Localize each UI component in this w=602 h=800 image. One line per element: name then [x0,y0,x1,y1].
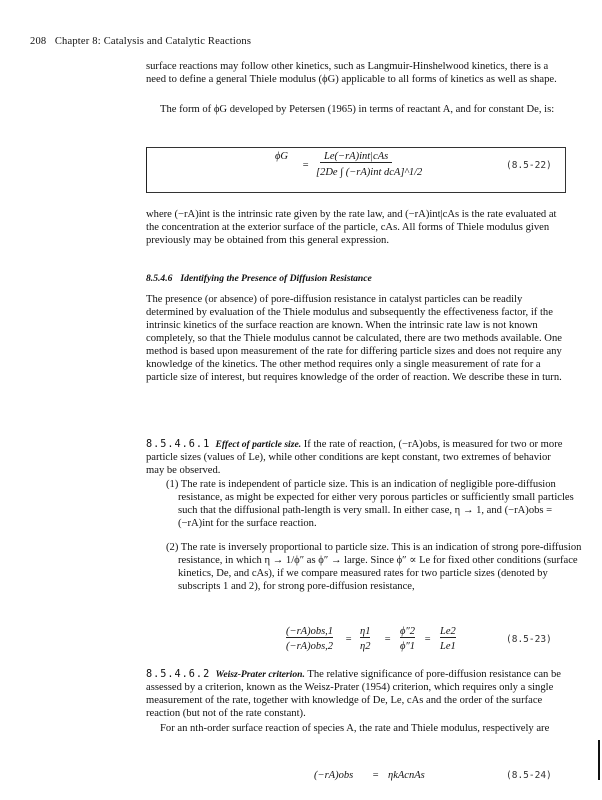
intro-paragraph-2: The form of ϕG developed by Petersen (1965) in terms of reactant A, and for constant De, is: [160,104,555,115]
eq2-L-num: Le2 [440,626,456,637]
eq1-lhs: ϕG [275,151,289,162]
subsection-2-para: For an nth-order surface reaction of species A, the rate and Thiele modulus, respectively are [160,723,550,734]
eq3-number: (8.5-24) [506,770,552,781]
chapter-title: Chapter 8: Catalysis and Catalytic Reactions [54,36,252,47]
intro-paragraph: surface reactions may follow other kinetics, such as Langmuir-Hinshelwood kinetics, there is a need to define a general Thiele modulus (ϕG) applicable to all forms of kinetics as well as shape. [146,61,557,85]
section-title: Identifying the Presence of Diffusion Resistance [180,273,372,284]
eq1-equals: = [302,160,310,171]
section-body: The presence (or absence) of pore-diffusion resistance in catalyst particles can be readily determined by evaluation of the Thiele modulus and subsequently the effectiveness factor, if the intrinsic kinetics of the surface reaction are known. When the intrinsic rate law is not known completely, so that the Thiele modulus cannot be calculated, there are two methods available. One method is based upon measurement of the rate for differing particle sizes and does not require any knowledge of the kinetics. The other method requires only a single measurement of rate for a particle size of interest, but requires knowledge of the order of reaction. We describe these in turn. [146,294,562,383]
subsection-1 [146,438,564,477]
eq2-eta-num: η1 [360,626,371,637]
subsection-2 [146,668,564,720]
subsection-1-body: If the rate of reaction, (−rA)obs, is measured for two or more particle sizes (values of Le), while other conditions are kept constant, two extremes of behavior may be observed. [146,439,563,476]
subsection-2-number: 8.5.4.6.2 [146,669,211,680]
eq2-phi-num: ϕ″2 [400,626,416,637]
eq3-lhs: (−rA)obs [314,770,354,781]
eq2-number: (8.5-23) [506,634,552,645]
eq3-equals: = [372,770,380,781]
scan-edge-mark [598,740,600,780]
page-number: 208 [30,36,47,47]
list-item: (2) The rate is inversely proportional to particle size. This is an indication of strong pore-diffusion resistance, in which η → 1/ϕ″ as ϕ″ → large. Since ϕ″ ∝ Le for fixed other conditions (surface kinetics, De, and cAs), if we compare measured rates for two particle sizes (denoted by subscripts 1 and 2), for strong pore-diffusion resistance, [166,542,582,592]
subsection-1-number: 8.5.4.6.1 [146,439,211,450]
eq2-equals-1: = [345,634,353,645]
subsection-2-title: Weisz-Prater criterion. [215,669,305,680]
eq2-lhs-den: (−rA)obs,2 [286,641,334,652]
eq1-numerator: Le(−rA)int|cAs [320,151,392,163]
running-header [30,36,251,47]
eq2-equals-2: = [384,634,392,645]
eq2-eta-den: η2 [360,641,371,652]
section-number: 8.5.4.6 [146,273,173,284]
eq2-equals-3: = [424,634,432,645]
subsection-1-title: Effect of particle size. [215,439,302,450]
where-paragraph: where (−rA)int is the intrinsic rate given by the rate law, and (−rA)int|cAs is the rate evaluated at the concentration at the exterior surface of the particle, cAs. All forms of Thiele modulus given previously may be obtained from this general expression. [146,209,557,246]
eq2-L-den: Le1 [440,641,456,652]
eq1-number: (8.5-22) [506,160,552,171]
section-heading [146,272,564,285]
list-item: (1) The rate is independent of particle size. This is an indication of negligible pore-diffusion resistance, as might be expected for either very porous particles or sufficiently small particles such that the diffusional path-length is very small. In either case, η → 1, and (−rA)obs = (−rA)int for the surface reaction. [166,479,574,529]
eq1-denominator: [2De ∫ (−rA)int dcA]^1/2 [316,167,423,178]
subsection-2-body: The relative significance of pore-diffusion resistance can be assessed by a criterion, known as the Weisz-Prater (1954) criterion, which requires only a single measurement of the rate, together with knowledge of De, Le, cAs and the order of the surface reaction (but not of the rate constant). [146,669,561,719]
eq2-lhs-num: (−rA)obs,1 [286,626,334,637]
eq2-phi-den: ϕ″1 [400,641,416,652]
eq3-rhs: ηkAcnAs [388,770,425,781]
